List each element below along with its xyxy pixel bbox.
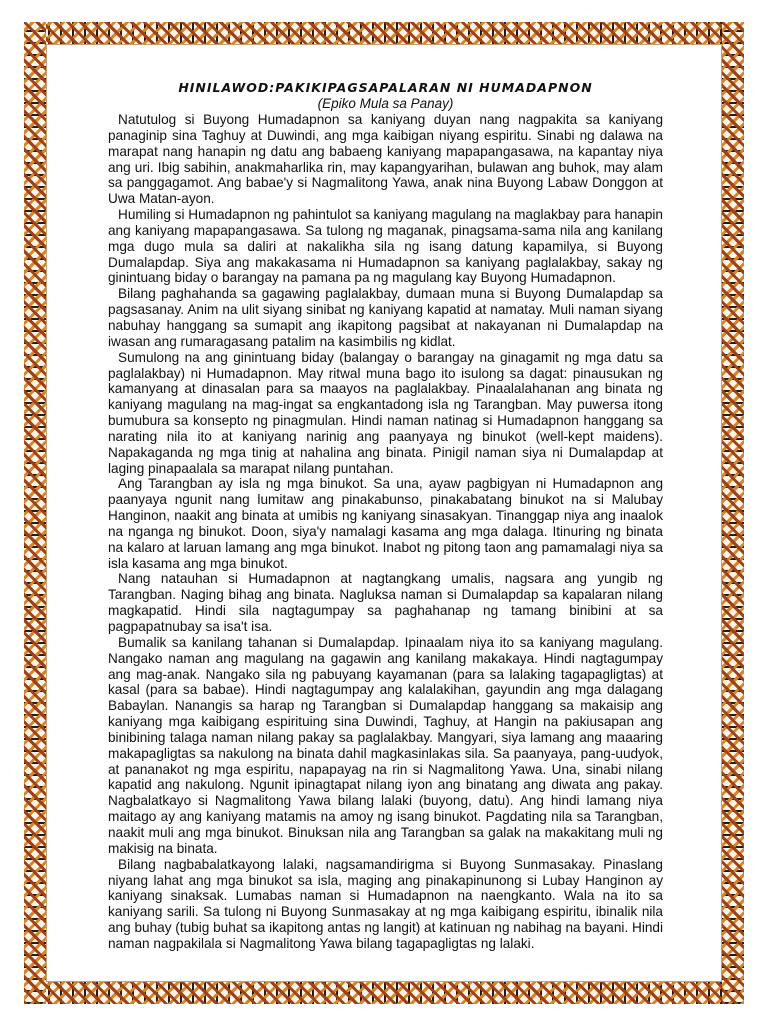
document-body	[108, 80, 663, 952]
border-top	[24, 22, 744, 44]
document-title: HINILAWOD:PAKIKIPAGSAPALARAN NI HUMADAPNON	[178, 80, 593, 95]
document-subtitle: (Epiko Mula sa Panay)	[317, 96, 454, 111]
paragraph-3: Bilang paghahanda sa gagawing paglalakbay, dumaan muna si Buyong Dumalapdap sa pagsasanay. Anim na ulit siyang sinibat ng kaniyang kapatid at namatay. Muli naman siyang nabuhay hanggang sa sumapit ang ikapitong pagsibat at nakayanan ni Dumalapdap na iwasan ang rumaragasang patalim na kasimbilis ng kidlat.	[108, 286, 663, 349]
paragraph-8: Bilang nagbabalatkayong lalaki, nagsamandirigma si Buyong Sunmasakay. Pinaslang niyang lahat ang mga binukot sa isla, maging ang pinakapinunong si Lubay Hanginon ay kaniyang sinaksak. Lumabas naman si Humadapnon na naengkanto. Wala na ito sa kaniyang sarili. Sa tulong ni Buyong Sunmasakay at ng mga kaibigang espiritu, ibinalik nila ang buhay (tubig buhat sa ikapitong antas ng langit) at katinuan ng nabihag na bayani. Hindi naman nagpakilala si Nagmalitong Yawa bilang tagapagligtas ng lalaki.	[108, 856, 663, 951]
border-bottom	[24, 982, 744, 1004]
paragraph-7: Bumalik sa kanilang tahanan si Dumalapdap. Ipinaalam niya ito sa kaniyang magulang. Nangako naman ang magulang na gagawin ang kanilang makakaya. Hindi nagtagumpay ang mag-anak. Nangako sila ng pabuyang kayamanan (para sa lalaking tagapagligtas) at kasal (para sa babae). Hindi nagtagumpay ang kalalakihan, gayundin ang mga dalagang Babaylan. Nanangis sa harap ng Tarangban si Dumalapdap hanggang sa makaisip ang kaniyang mga kaibigang espirituing sina Duwindi, Taghuy, at Hangin na pakiusapan ang binibining talaga naman nilang pakay sa paglalakbay. Mangyari, siya lamang ang maaaring makapagligtas sa nakulong na binata dahil magkasinlakas sila. Sa paanyaya, pang-uudyok, at pananakot ng mga espiritu, napapayag na rin si Nagmalitong Yawa. Una, sinabi nilang kapatid ang nakulong. Ngunit ipinagtapat nilang iyon ang binatang ang diwata ang pakay. Nagbalatkayo si Nagmalitong Yawa bilang lalaki (buyong, datu). Ang hindi lamang niya maitago ay ang kaniyang matamis na amoy ng isang binukot. Pagdating nila sa Tarangban, naakit muli ang mga binukot. Binuksan nila ang Tarangban sa galak na makakitang muli ng makisig na binata.	[108, 634, 663, 856]
paragraph-6: Nang natauhan si Humadapnon at nagtangkang umalis, nagsara ang yungib ng Tarangban. Naging bihag ang binata. Nagluksa naman si Dumalapdap sa kapalaran nilang magkapatid. Hindi sila nagtagumpay sa paghahanap ng tamang binibini at sa pagpapatnubay sa isa't isa.	[108, 571, 663, 634]
border-left	[24, 22, 46, 1004]
paragraph-2: Humiling si Humadapnon ng pahintulot sa kaniyang magulang na maglakbay para hanapin ang kaniyang mapapangasawa. Sa tulong ng maganak, pinagsama-sama nila ang kanilang mga dugo mula sa daliri at nakalikha sila ng isang datung kapamilya, si Buyong Dumalapdap. Siya ang makakasama ni Humadapnon sa kaniyang paglalakbay, sakay ng ginintuang biday o barangay na pamana pa ng magulang kay Buyong Humadapnon.	[108, 207, 663, 286]
paragraph-1: Natutulog si Buyong Humadapnon sa kaniyang duyan nang nagpakita sa kaniyang panaginip sina Taghuy at Duwindi, ang mga kaibigan niyang espiritu. Sinabi ng dalawa na marapat nang hanapin ng datu ang babaeng kaniyang mapapangasawa, na kapantay niya ang uri. Ibig sabihin, anakmaharlika rin, may kapangyarihan, bulawan ang buhok, may alam sa panggagamot. Ang babae'y si Nagmalitong Yawa, anak nina Buyong Labaw Donggon at Uwa Matan-ayon.	[108, 112, 663, 207]
border-right	[722, 22, 744, 1004]
paragraph-4: Sumulong na ang ginintuang biday (balangay o barangay na ginagamit ng mga datu sa paglalakbay) ni Humadapnon. May ritwal muna bago ito isulong sa dagat: pinausukan ng kamanyang at dinasalan para sa maayos na paglalakbay. Pinaalalahanan ang binata ng kaniyang magulang na mag-ingat sa engkantadong isla ng Tarangban. May puwersa itong bumubura sa konsepto ng pinagmulan. Hindi naman natinag si Humadapnon hanggang sa narating nila ito at kaniyang narinig ang paanyaya ng binukot (well-kept maidens). Napakaganda ng mga tinig at nahalina ang binata. Pinigil naman siya ni Dumalapdap at laging pinapaalala sa marapat nilang puntahan.	[108, 349, 663, 476]
paragraph-5: Ang Tarangban ay isla ng mga binukot. Sa una, ayaw pagbigyan ni Humadapnon ang paanyaya ngunit nang lumitaw ang pinakabunso, pinakabatang binukot na si Malubay Hanginon, naakit ang binata at umibis ng kaniyang sinasakyan. Tinanggap niya ang inaalok na nganga ng binukot. Doon, siya'y namalagi kasama ang mga dalaga. Itinuring ng binata na kalaro at laruan lamang ang mga binukot. Inabot ng pitong taon ang pamamalagi niya sa isla kasama ang mga binukot.	[108, 476, 663, 571]
